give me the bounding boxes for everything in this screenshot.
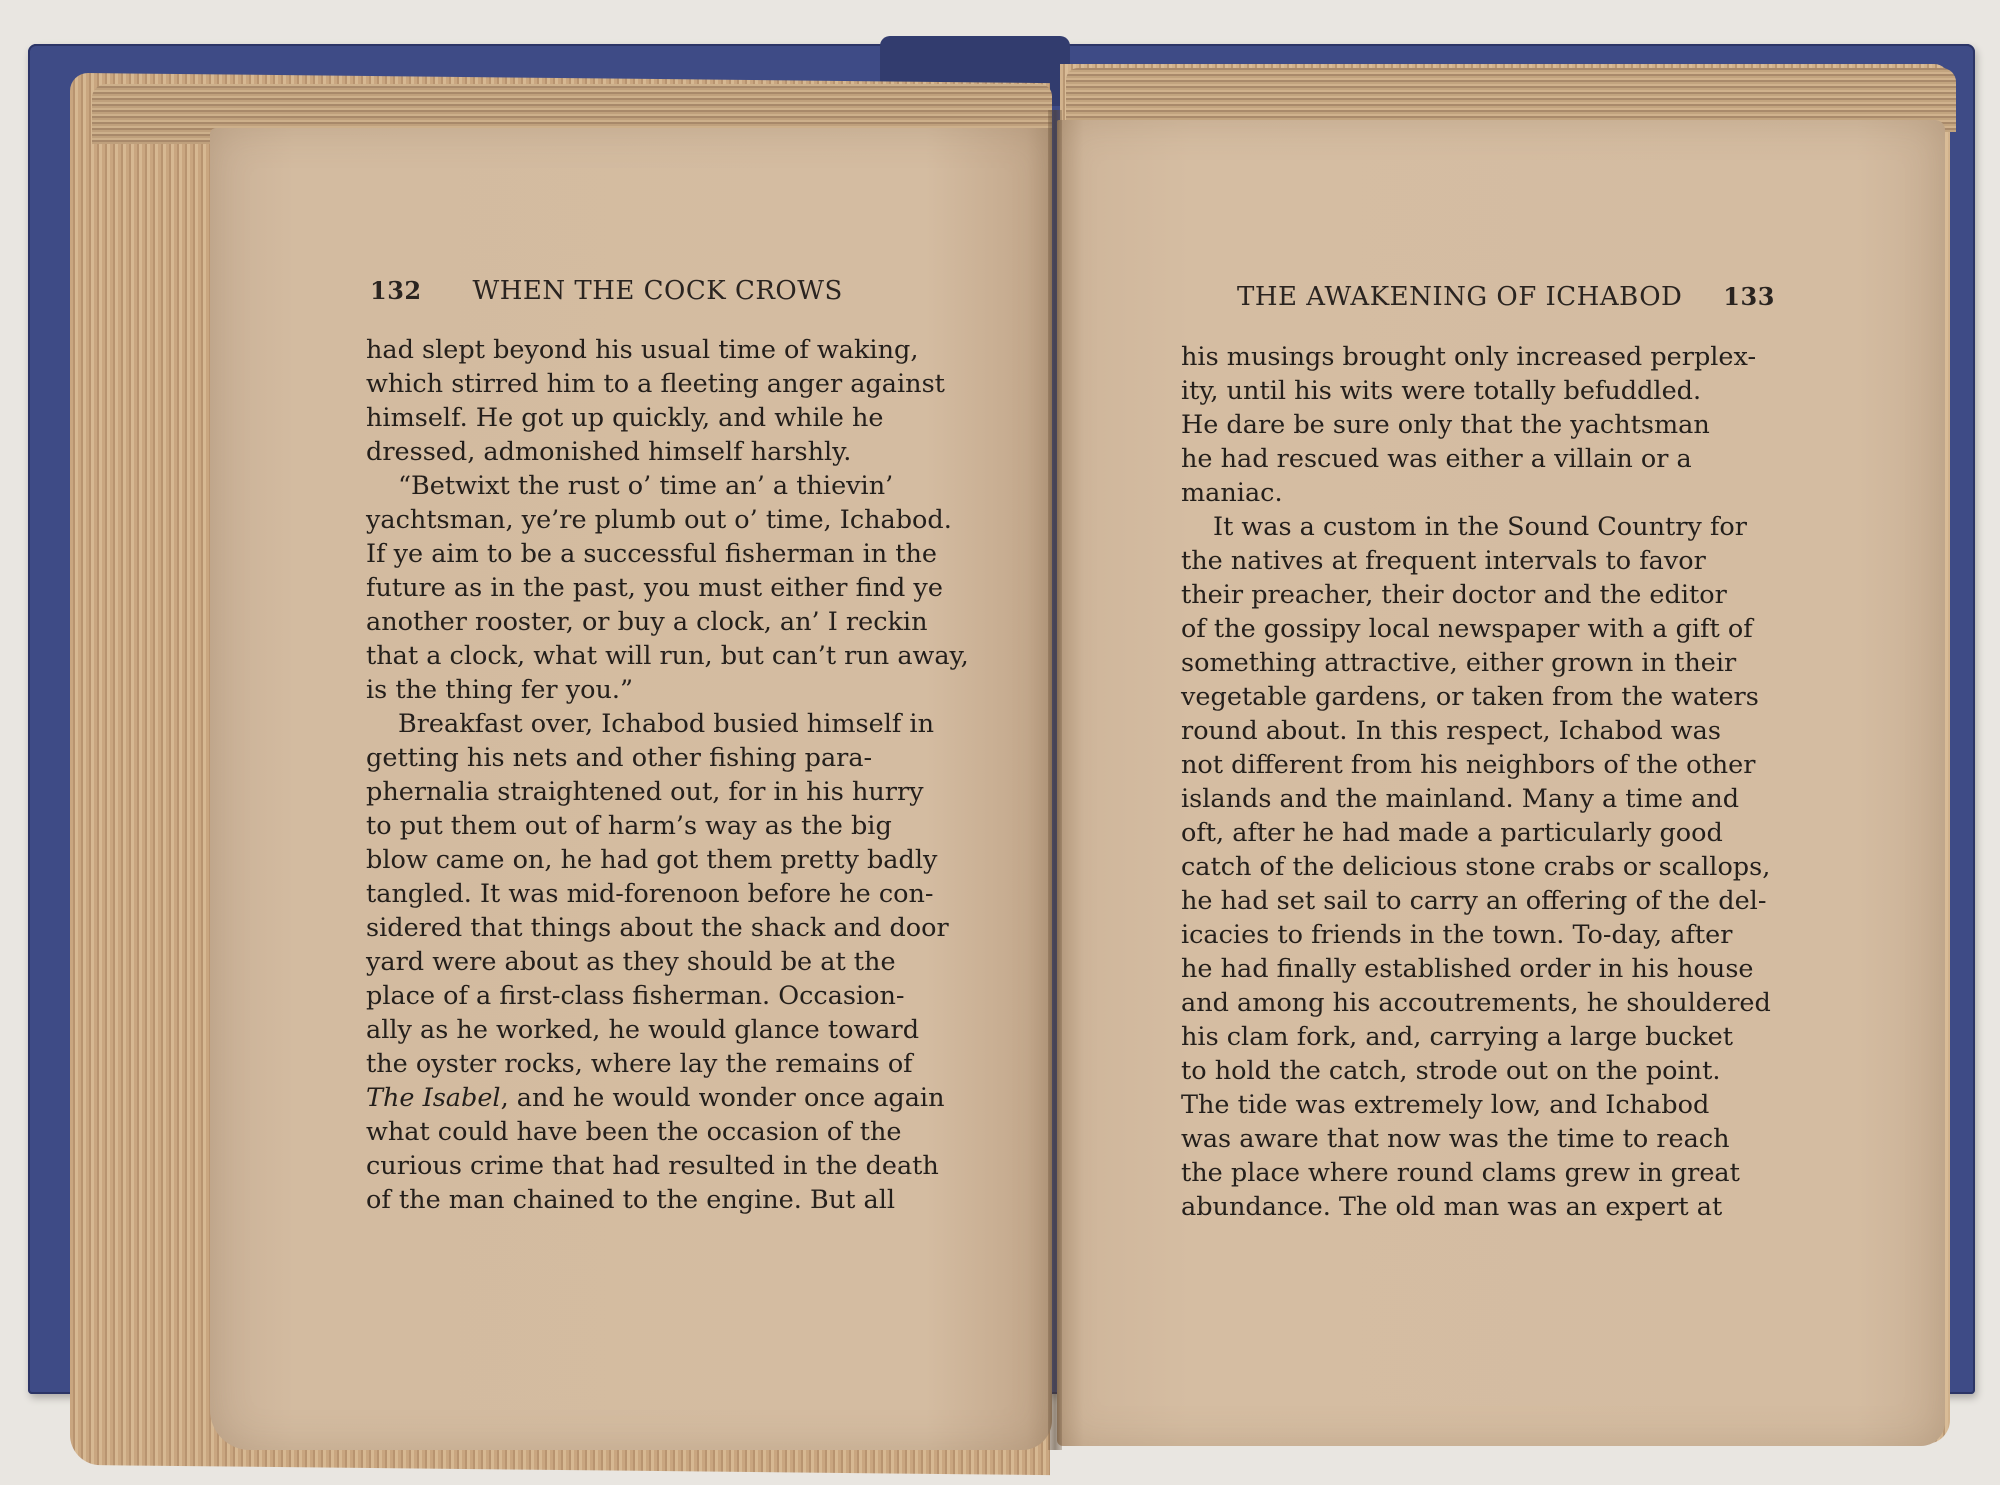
text-line: of the man chained to the engine. But all — [366, 1185, 896, 1215]
text-line: his musings brought only increased perplex- — [1181, 342, 1757, 372]
text-line: future as in the past, you must either find ye — [366, 573, 943, 603]
right-page-number: 133 — [1723, 282, 1775, 311]
text-line: his clam fork, and, carrying a large bucket — [1181, 1022, 1733, 1052]
text-line: maniac. — [1181, 478, 1283, 508]
text-line: he had set sail to carry an offering of the del- — [1181, 886, 1767, 916]
right-running-header — [1237, 282, 1775, 312]
text-line: to hold the catch, strode out on the point. — [1181, 1056, 1721, 1086]
text-line: tangled. It was mid-forenoon before he con- — [366, 879, 934, 909]
text-line: the natives at frequent intervals to favor — [1181, 546, 1706, 576]
text-line: If ye aim to be a successful fisherman in the — [366, 539, 938, 569]
text-line: place of a first-class fisherman. Occasion- — [366, 981, 905, 1011]
text-line: that a clock, what will run, but can’t run away, — [366, 641, 969, 671]
text-line: he had finally established order in his house — [1181, 954, 1754, 984]
left-running-title: WHEN THE COCK CROWS — [472, 276, 843, 306]
text-line: the place where round clams grew in great — [1181, 1158, 1740, 1188]
text-line: He dare be sure only that the yachtsman — [1181, 410, 1710, 440]
book-gutter — [1048, 110, 1062, 1450]
text-line: getting his nets and other fishing para- — [366, 743, 873, 773]
text-line: ally as he worked, he would glance toward — [366, 1015, 920, 1045]
text-line: It was a custom in the Sound Country for — [1213, 512, 1747, 542]
text-line: curious crime that had resulted in the death — [366, 1151, 939, 1181]
text-line: Breakfast over, Ichabod busied himself in — [398, 709, 935, 739]
text-line: oft, after he had made a particularly good — [1181, 818, 1723, 848]
text-line: “Betwixt the rust o’ time an’ a thievin’ — [398, 471, 894, 501]
left-page-number: 132 — [370, 276, 422, 305]
left-running-header — [370, 276, 843, 306]
text-line: round about. In this respect, Ichabod was — [1181, 716, 1721, 746]
text-line: yard were about as they should be at the — [366, 947, 896, 977]
text-line: abundance. The old man was an expert at — [1181, 1192, 1723, 1222]
text-line: yachtsman, ye’re plumb out o’ time, Ichabod. — [366, 505, 952, 535]
right-running-title: THE AWAKENING OF ICHABOD — [1237, 282, 1683, 312]
text-line: is the thing fer you.” — [366, 675, 634, 705]
text-line: ity, until his wits were totally befuddled. — [1181, 376, 1702, 406]
text-line: which stirred him to a fleeting anger against — [366, 369, 945, 399]
text-line: not different from his neighbors of the other — [1181, 750, 1756, 780]
text-line: their preacher, their doctor and the editor — [1181, 580, 1727, 610]
text-line: what could have been the occasion of the — [366, 1117, 902, 1147]
text-line: islands and the mainland. Many a time and — [1181, 784, 1740, 814]
text-line: sidered that things about the shack and door — [366, 913, 949, 943]
text-line: another rooster, or buy a clock, an’ I reckin — [366, 607, 928, 637]
right-page — [1057, 120, 1945, 1446]
text-line: dressed, admonished himself harshly. — [366, 437, 852, 467]
text-line: phernalia straightened out, for in his hurry — [366, 777, 924, 807]
text-line: The tide was extremely low, and Ichabod — [1181, 1090, 1710, 1120]
text-line: catch of the delicious stone crabs or scallops, — [1181, 852, 1771, 882]
text-line: himself. He got up quickly, and while he — [366, 403, 884, 433]
text-line: blow came on, he had got them pretty badly — [366, 845, 938, 875]
text-line: icacies to friends in the town. To-day, after — [1181, 920, 1733, 950]
ship-name-italic: The Isabel — [366, 1083, 501, 1113]
text-line: something attractive, either grown in their — [1181, 648, 1737, 678]
text-line: of the gossipy local newspaper with a gift of — [1181, 614, 1753, 644]
text-line: was aware that now was the time to reach — [1181, 1124, 1730, 1154]
text-line: he had rescued was either a villain or a — [1181, 444, 1692, 474]
text-line: the oyster rocks, where lay the remains of — [366, 1049, 913, 1079]
left-page — [210, 128, 1052, 1450]
text-line: vegetable gardens, or taken from the waters — [1181, 682, 1759, 712]
text-line-rest: , and he would wonder once again — [500, 1083, 945, 1113]
text-line: and among his accoutrements, he shouldered — [1181, 988, 1771, 1018]
text-line: had slept beyond his usual time of waking, — [366, 335, 919, 365]
text-line: to put them out of harm’s way as the big — [366, 811, 892, 841]
text-line — [366, 1081, 945, 1115]
